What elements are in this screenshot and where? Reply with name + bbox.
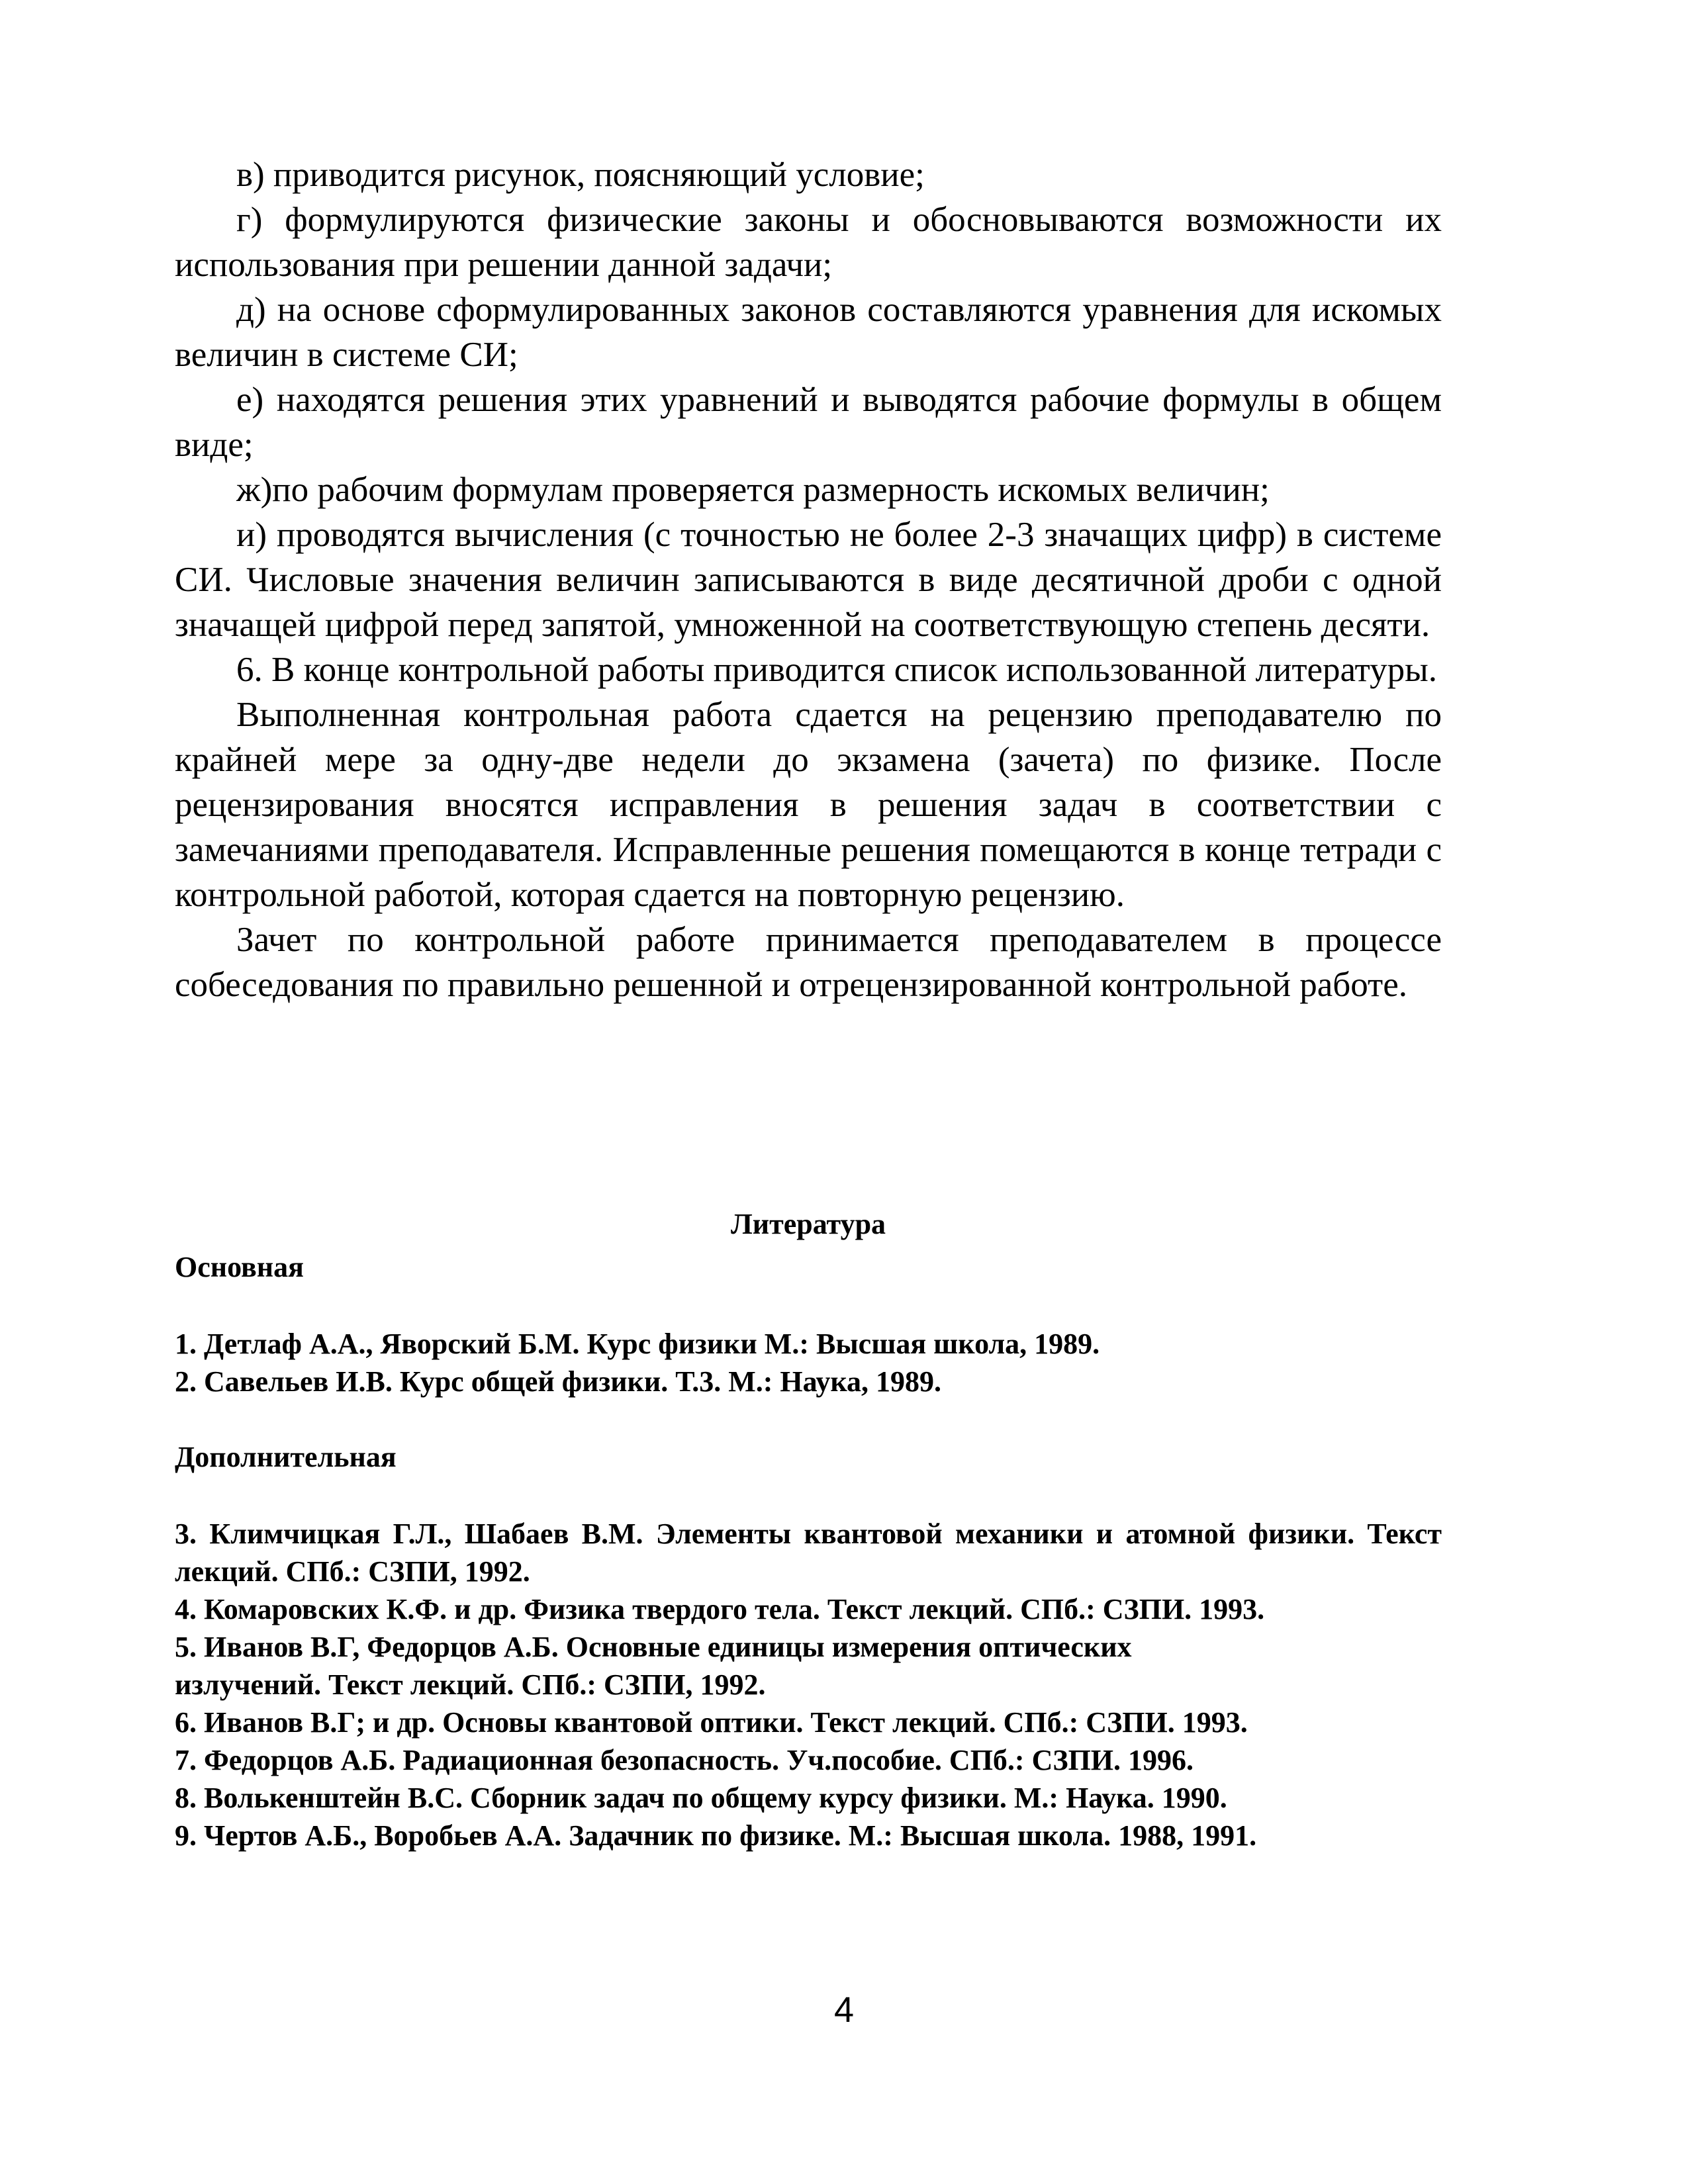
reference-item: 7. Федорцов А.Б. Радиационная безопасность. Уч.пособие. СПб.: СЗПИ. 1996.: [175, 1744, 1194, 1776]
reference-item: 5. Иванов В.Г, Федорцов А.Б. Основные единицы измерения оптических излучений. Текст лекций. СПб.: СЗПИ, 1992.: [175, 1631, 1132, 1701]
paragraph-laws-step: г) формулируются физические законы и обосновываются возможности их использования при решении данной задачи;: [175, 201, 1442, 284]
main-literature-heading: Основная: [175, 1251, 304, 1283]
paragraph-solutions-step: е) находятся решения этих уравнений и выводятся рабочие формулы в общем виде;: [175, 381, 1442, 464]
body-text: [175, 152, 1442, 1007]
reference-item: 8. Волькенштейн В.С. Сборник задач по общему курсу физики. М.: Наука. 1990.: [175, 1782, 1227, 1814]
main-literature-list: [175, 1325, 1442, 1400]
paragraph-figure-step: в) приводится рисунок, поясняющий условие;: [236, 156, 925, 194]
reference-item: 1. Детлаф А.А., Яворский Б.М. Курс физики М.: Высшая школа, 1989.: [175, 1328, 1100, 1360]
page-number: 4: [833, 1990, 855, 2030]
paragraph-equations-step: д) на основе сформулированных законов составляются уравнения для искомых величин в системе СИ;: [175, 291, 1442, 374]
literature-title: Литература: [730, 1208, 886, 1240]
paragraph-review: Выполненная контрольная работа сдается на рецензию преподавателю по крайней мере за одну-две недели до экзамена (зачета) по физике. После рецензирования вносятся исправления в решения задач в соответствии с замечаниями преподавателя. Исправленные решения помещаются в конце тетради с контрольной работой, которая сдается на повторную рецензию.: [175, 696, 1442, 914]
additional-literature-list: [175, 1515, 1442, 1854]
reference-item: 3. Климчицкая Г.Л., Шабаев В.М. Элементы квантовой механики и атомной физики. Текст лекций. СПб.: СЗПИ, 1992.: [175, 1518, 1442, 1588]
additional-literature-heading: Дополнительная: [175, 1441, 397, 1473]
paragraph-dimension-step: ж)по рабочим формулам проверяется размерность искомых величин;: [236, 471, 1270, 509]
paragraph-literature-list: 6. В конце контрольной работы приводится список использованной литературы.: [236, 651, 1437, 689]
reference-item: 2. Савельев И.В. Курс общей физики. Т.3. М.: Наука, 1989.: [175, 1365, 942, 1398]
paragraph-credit: Зачет по контрольной работе принимается преподавателем в процессе собеседования по правильно решенной и отрецензированной контрольной работе.: [175, 921, 1442, 1004]
reference-item: 9. Чертов А.Б., Воробьев А.А. Задачник по физике. М.: Высшая школа. 1988, 1991.: [175, 1819, 1257, 1852]
reference-item: 6. Иванов В.Г; и др. Основы квантовой оптики. Текст лекций. СПб.: СЗПИ. 1993.: [175, 1706, 1248, 1739]
reference-item: 4. Комаровских К.Ф. и др. Физика твердого тела. Текст лекций. СПб.: СЗПИ. 1993.: [175, 1593, 1265, 1625]
paragraph-calculation-step: и) проводятся вычисления (с точностью не более 2-3 значащих цифр) в системе СИ. Числовые значения величин записываются в виде десятичной дроби с одной значащей цифрой перед запятой, умноженной на соответствующую степень десяти.: [175, 516, 1442, 644]
